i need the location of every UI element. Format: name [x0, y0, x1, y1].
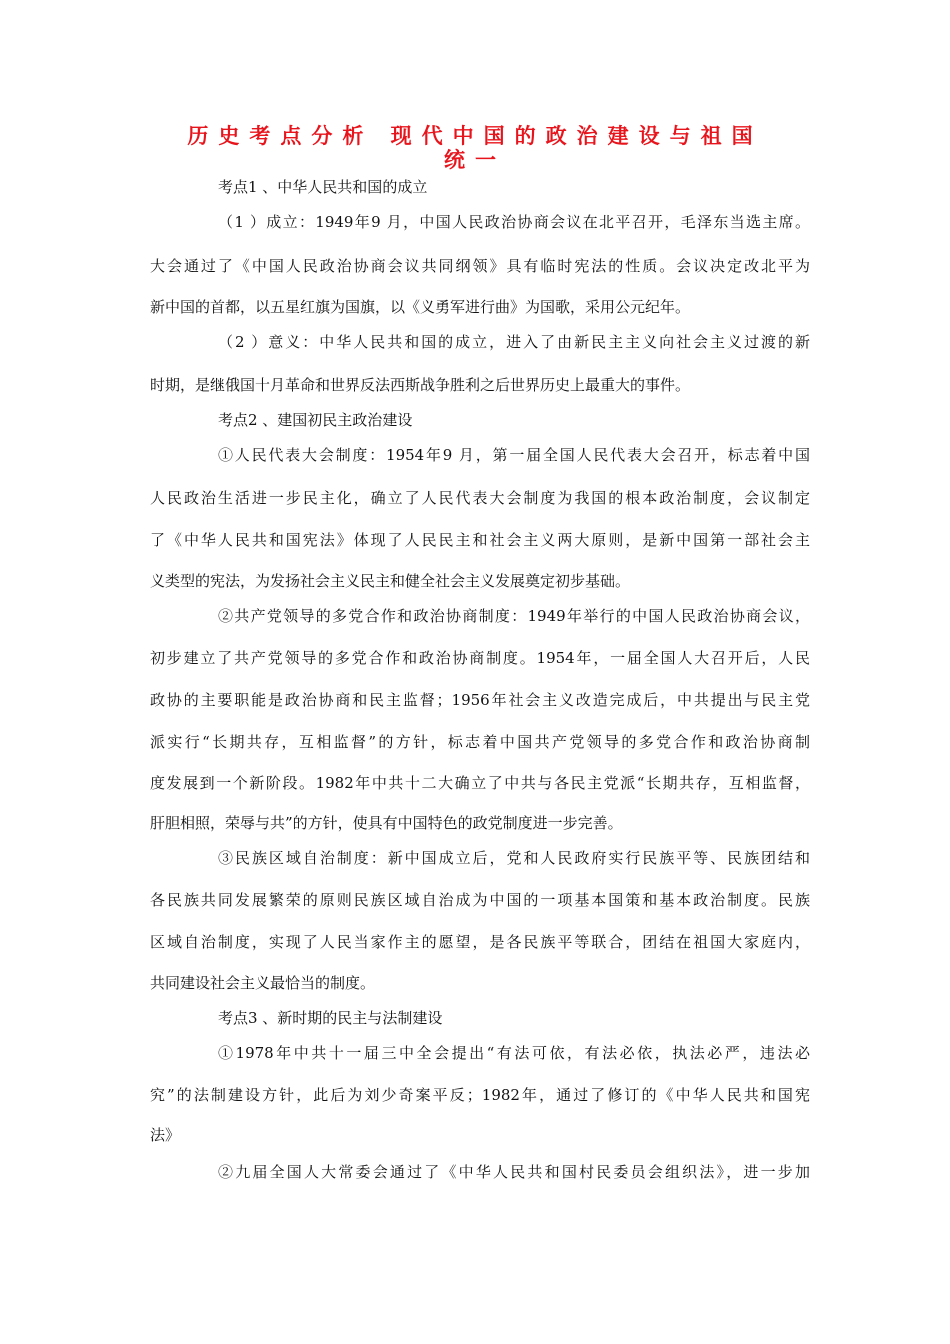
text-line: ②共产党领导的多党合作和政治协商制度：1949年举行的中国人民政治协商会议，: [218, 607, 810, 625]
text-line: 义类型的宪法，为发扬社会主义民主和健全社会主义发展奠定初步基础。: [150, 572, 631, 590]
text-line: 初步建立了共产党领导的多党合作和政治协商制度。1954年，一届全国人大召开后，人民: [150, 649, 810, 667]
section-heading-3: 考点3 、新时期的民主与法制建设: [218, 1009, 443, 1027]
text-line: 人民政治生活进一步民主化，确立了人民代表大会制度为我国的根本政治制度，会议制定: [150, 489, 810, 507]
text-line: 究”的法制建设方针，此后为刘少奇案平反；1982年，通过了修订的《中华人民共和国宪: [150, 1086, 810, 1104]
text-line: 法》: [150, 1126, 181, 1144]
text-line: 共同建设社会主义最恰当的制度。: [150, 974, 376, 992]
text-line: 区域自治制度，实现了人民当家作主的愿望，是各民族平等联合，团结在祖国大家庭内，: [150, 933, 810, 951]
text-line: 各民族共同发展繁荣的原则民族区域自治成为中国的一项基本国策和基本政治制度。民族: [150, 891, 810, 909]
text-line: 度发展到一个新阶段。1982年中共十二大确立了中共与各民主党派“长期共存，互相监督，: [150, 774, 810, 792]
text-line: 政协的主要职能是政治协商和民主监督；1956年社会主义改造完成后，中共提出与民主党: [150, 691, 810, 709]
text-line: 派实行“长期共存，互相监督”的方针，标志着中国共产党领导的多党合作和政治协商制: [150, 733, 810, 751]
text-line: ①1978年中共十一届三中全会提出“有法可依，有法必依，执法必严，违法必: [218, 1044, 810, 1062]
text-line: ②九届全国人大常委会通过了《中华人民共和国村民委员会组织法》，进一步加: [218, 1163, 810, 1181]
text-line: 肝胆相照，荣辱与共”的方针，使具有中国特色的政党制度进一步完善。: [150, 814, 623, 832]
text-line: 新中国的首都，以五星红旗为国旗，以《义勇军进行曲》为国歌，采用公元纪年。: [150, 298, 691, 316]
section-heading-1: 考点1 、中华人民共和国的成立: [218, 178, 428, 196]
text-line: 了《中华人民共和国宪法》体现了人民民主和社会主义两大原则，是新中国第一部社会主: [150, 531, 810, 549]
text-line: ③民族区域自治制度：新中国成立后，党和人民政府实行民族平等、民族团结和: [218, 849, 810, 867]
text-line: ①人民代表大会制度：1954年9 月，第一届全国人民代表大会召开，标志着中国: [218, 446, 810, 464]
document-title-line-1: 历史考点分析 现代中国的政治建设与祖国: [187, 124, 763, 148]
document-title-line-2: 统一: [444, 148, 506, 172]
text-line: （2 ）意义：中华人民共和国的成立，进入了由新民主主义向社会主义过渡的新: [218, 333, 810, 351]
section-heading-2: 考点2 、建国初民主政治建设: [218, 411, 413, 429]
text-line: 大会通过了《中国人民政治协商会议共同纲领》具有临时宪法的性质。会议决定改北平为: [150, 257, 810, 275]
text-line: （1 ）成立：1949年9 月，中国人民政治协商会议在北平召开，毛泽东当选主席。: [218, 213, 810, 231]
text-line: 时期，是继俄国十月革命和世界反法西斯战争胜利之后世界历史上最重大的事件。: [150, 376, 691, 394]
